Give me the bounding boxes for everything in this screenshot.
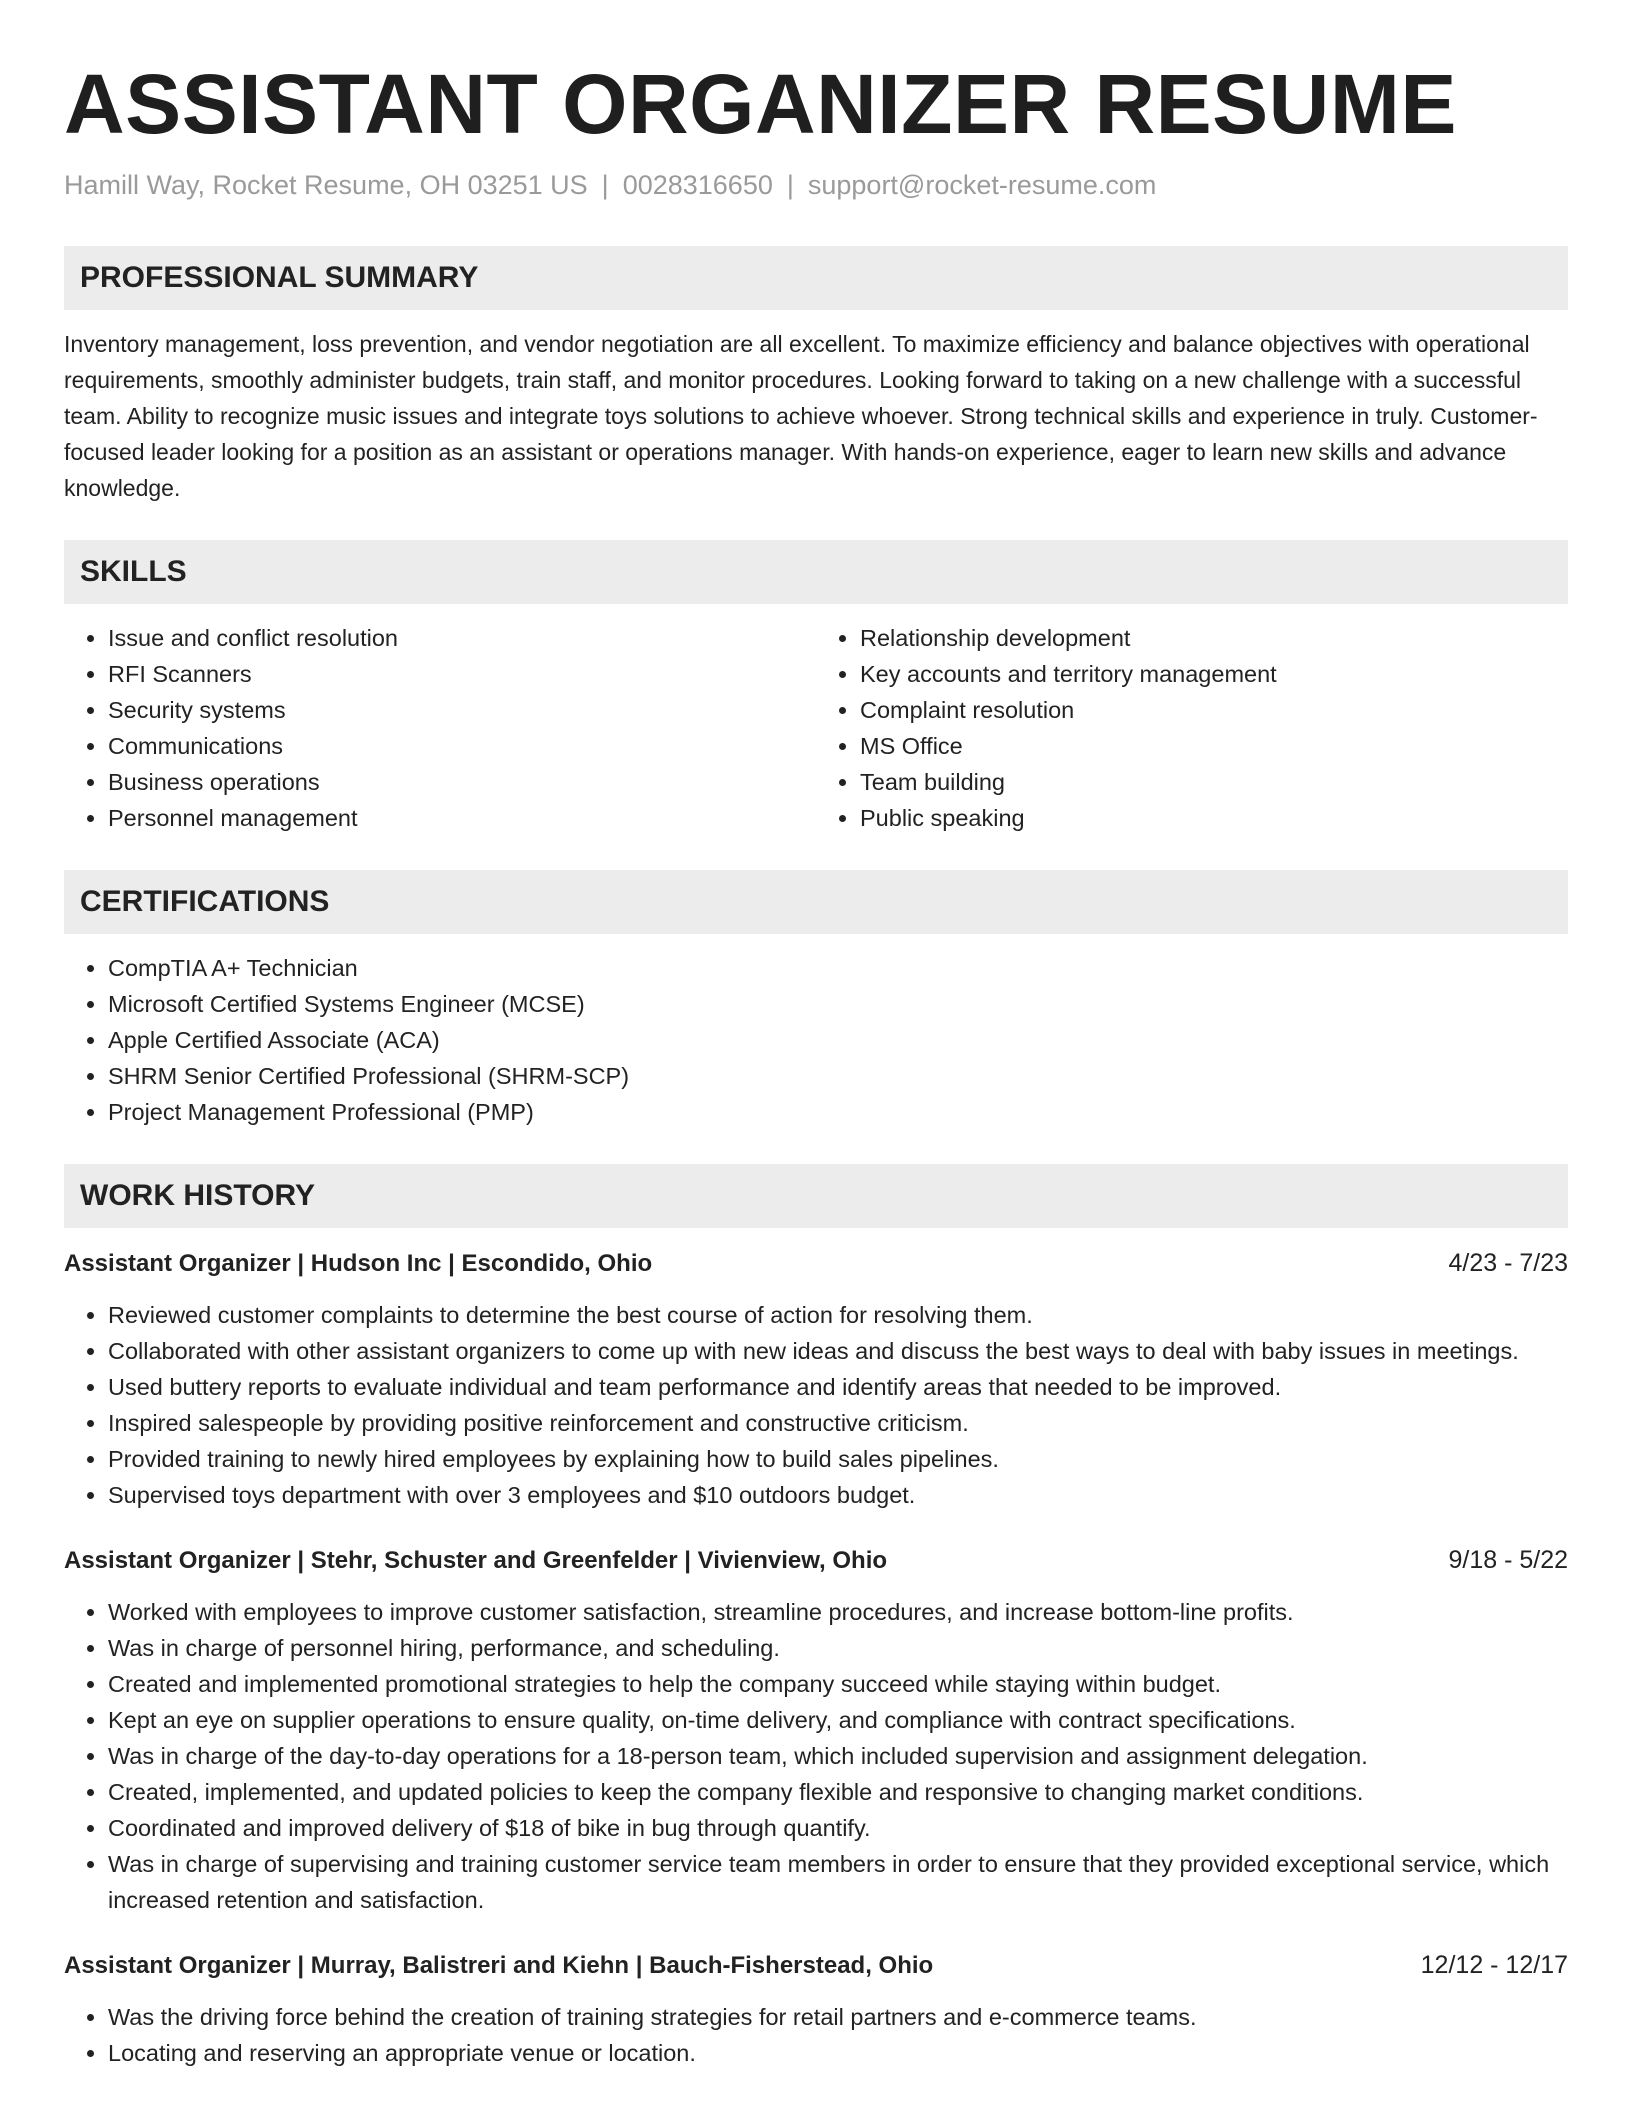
skill-item: • Issue and conflict resolution [108,620,816,656]
resume-title: ASSISTANT ORGANIZER RESUME [64,57,1457,151]
job-bullet: • Created, implemented, and updated policies to keep the company flexible and responsive to changing market conditions. [108,1774,1568,1810]
job-title: Assistant Organizer | Stehr, Schuster and Greenfelder | Vivienview, Ohio [64,1547,888,1574]
certification-item: • CompTIA A+ Technician [108,950,1568,986]
skill-item: • Public speaking [860,800,1568,836]
skill-item: • Personnel management [108,800,816,836]
certification-item: • Apple Certified Associate (ACA) [108,1022,1568,1058]
job-dates: 4/23 - 7/23 [1448,1249,1568,1277]
job-bullets [64,1594,1568,1918]
certifications-heading: CERTIFICATIONS [64,870,1568,934]
contact-separator: | [786,170,794,200]
certifications-list [64,950,1568,1130]
job-bullet: • Worked with employees to improve customer satisfaction, streamline procedures, and increase bottom-line profits. [108,1594,1568,1630]
skills-column-left [64,620,816,836]
contact-phone: 0028316650 [622,170,773,200]
skill-item: • Business operations [108,764,816,800]
job-dates: 12/12 - 12/17 [1420,1951,1568,1979]
skill-item: • Key accounts and territory management [860,656,1568,692]
job-title: Assistant Organizer | Hudson Inc | Escondido, Ohio [64,1250,653,1277]
contact-address: Hamill Way, Rocket Resume, OH 03251 US [64,170,588,200]
skill-item: • Relationship development [860,620,1568,656]
job-entry [64,1543,1568,1918]
job-bullet: • Was the driving force behind the creation of training strategies for retail partners and e-commerce teams. [108,1999,1568,2035]
skill-item: • Complaint resolution [860,692,1568,728]
work-history-heading: WORK HISTORY [64,1164,1568,1228]
job-dates: 9/18 - 5/22 [1448,1546,1568,1574]
job-bullet: • Was in charge of supervising and training customer service team members in order to ensure that they provided exceptional service, which increased retention and satisfaction. [108,1846,1568,1918]
job-bullet: • Was in charge of the day-to-day operations for a 18-person team, which included supervision and assignment delegation. [108,1738,1568,1774]
job-bullets [64,1999,1568,2071]
job-bullet: • Was in charge of personnel hiring, performance, and scheduling. [108,1630,1568,1666]
job-header [64,1543,1568,1578]
job-header [64,1246,1568,1281]
certification-item: • Microsoft Certified Systems Engineer (MCSE) [108,986,1568,1022]
contact-separator: | [601,170,609,200]
job-bullets [64,1297,1568,1513]
job-bullet: • Used buttery reports to evaluate individual and team performance and identify areas that needed to be improved. [108,1369,1568,1405]
job-bullet: • Locating and reserving an appropriate venue or location. [108,2035,1568,2071]
skills-column-right [816,620,1568,836]
skill-item: • MS Office [860,728,1568,764]
job-entry [64,1948,1568,2071]
skill-item: • Team building [860,764,1568,800]
job-entry [64,1246,1568,1513]
skill-item: • RFI Scanners [108,656,816,692]
summary-text: Inventory management, loss prevention, and vendor negotiation are all excellent. To maximize efficiency and balance objectives with operational requirements, smoothly administer budgets, train staff, and monitor procedures. Looking forward to taking on a new challenge with a successful team. Ability to recognize music issues and integrate toys solutions to achieve whoever. Strong technical skills and experience in truly. Customer-focused leader looking for a position as an assistant or operations manager. With hands-on experience, eager to learn new skills and advance knowledge. [64,331,1538,501]
job-bullet: • Reviewed customer complaints to determine the best course of action for resolving them. [108,1297,1568,1333]
job-bullet: • Collaborated with other assistant organizers to come up with new ideas and discuss the best ways to deal with baby issues in meetings. [108,1333,1568,1369]
job-bullet: • Provided training to newly hired employees by explaining how to build sales pipelines. [108,1441,1568,1477]
skills-list [64,604,1568,836]
job-bullet: • Coordinated and improved delivery of $18 of bike in bug through quantify. [108,1810,1568,1846]
summary-heading: PROFESSIONAL SUMMARY [64,246,1568,310]
job-header [64,1948,1568,1983]
contact-email[interactable]: support@rocket-resume.com [807,170,1157,200]
job-bullet: • Kept an eye on supplier operations to ensure quality, on-time delivery, and compliance with contract specifications. [108,1702,1568,1738]
certification-item: • SHRM Senior Certified Professional (SHRM-SCP) [108,1058,1568,1094]
job-title: Assistant Organizer | Murray, Balistreri and Kiehn | Bauch-Fisherstead, Ohio [64,1952,934,1979]
skill-item: • Security systems [108,692,816,728]
contact-line [64,166,1568,204]
skills-heading: SKILLS [64,540,1568,604]
skill-item: • Communications [108,728,816,764]
job-bullet: • Inspired salespeople by providing positive reinforcement and constructive criticism. [108,1405,1568,1441]
job-bullet: • Supervised toys department with over 3 employees and $10 outdoors budget. [108,1477,1568,1513]
job-bullet: • Created and implemented promotional strategies to help the company succeed while staying within budget. [108,1666,1568,1702]
certification-item: • Project Management Professional (PMP) [108,1094,1568,1130]
